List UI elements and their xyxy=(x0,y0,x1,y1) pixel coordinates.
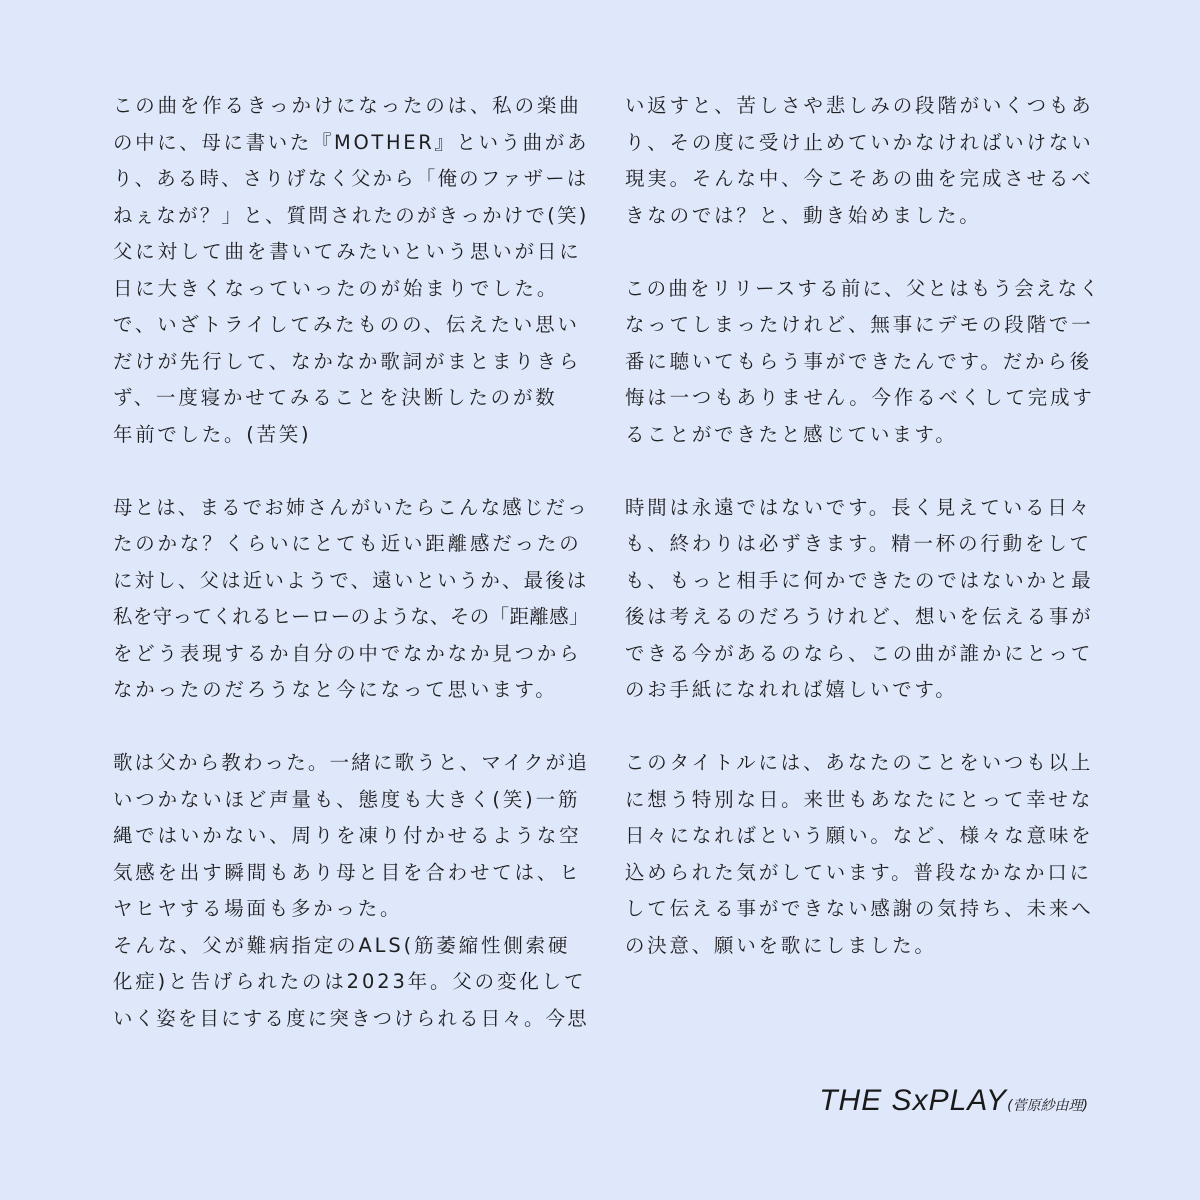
text-line: 現実。そんな中、今こそあの曲を完成させるべ xyxy=(625,167,1094,190)
paragraph-spacer xyxy=(625,709,1105,746)
text-line: も、もっと相手に何かできたのではないかと最 xyxy=(625,568,1094,592)
text-line: い返すと、苦しさや悲しみの段階がいくつもあ xyxy=(625,94,1094,117)
paragraph-spacer xyxy=(625,453,1105,490)
text-line: 私を守ってくれるヒーローのような、その「距離感」 xyxy=(113,605,589,628)
text-line: に想う特別な日。来世もあなたにとって幸せな xyxy=(625,787,1094,811)
text-line: なかったのだろうなと今になって思います。 xyxy=(113,678,558,701)
text-line: 日に大きくなっていったのが始まりでした。 xyxy=(113,276,560,300)
text-line: 歌は父から教わった。一緒に歌うと、マイクが追 xyxy=(113,751,589,774)
text-line: このタイトルには、あなたのことをいつも以上 xyxy=(625,751,1094,774)
text-line: して伝える事ができない感謝の気持ち、未来へ xyxy=(625,897,1094,920)
signature-name: THE SxPLAY xyxy=(819,1084,1008,1117)
text-line: り、その度に受け止めていかなければいけない xyxy=(625,130,1094,154)
text-line: 後は考えるのだろうけれど、想いを伝える事が xyxy=(625,605,1094,628)
text-line: 父に対して曲を書いてみたいという思いが日に xyxy=(113,240,582,263)
text-line: も、終わりは必ずきます。精一杯の行動をして xyxy=(625,532,1092,555)
text-line: ねぇなが？」と、質問されたのがきっかけで(笑) xyxy=(113,203,589,227)
right-text-column xyxy=(625,88,1105,964)
text-line: できる今があるのなら、この曲が誰かにとって xyxy=(625,641,1094,665)
text-line: ヤヒヤする場面も多かった。 xyxy=(113,897,403,920)
text-line: たのかな？くらいにとても近い距離感だったの xyxy=(113,532,582,555)
text-line: いく姿を目にする度に突きつけられる日々。今思 xyxy=(113,1006,589,1030)
text-line: をどう表現するか自分の中でなかなか見つから xyxy=(113,641,582,665)
text-line: り、ある時、さりげなく父から「俺のファザーは xyxy=(113,167,589,190)
text-line: 縄ではいかない、周りを凍り付かせるような空 xyxy=(113,824,582,847)
text-line: いつかないほど声量も、態度も大きく(笑)一筋 xyxy=(113,787,581,811)
text-line: 母とは、まるでお姉さんがいたらこんな感じだっ xyxy=(113,495,589,519)
text-line: ず、一度寝かせてみることを決断したのが数 xyxy=(113,386,558,409)
text-line: だけが先行して、なかなか歌詞がまとまりきら xyxy=(113,349,582,373)
paragraph-spacer xyxy=(113,453,593,490)
text-line: この曲をリリースする前に、父とはもう会えなく xyxy=(625,276,1101,300)
left-text-column xyxy=(113,88,593,1037)
text-line: 気感を出す瞬間もあり母と目を合わせては、ヒ xyxy=(113,860,582,884)
text-line: 化症)と告げられたのは2023年。父の変化して xyxy=(113,970,587,993)
text-line: の決意、願いを歌にしました。 xyxy=(625,933,937,957)
text-line: ることができたと感じています。 xyxy=(625,422,958,446)
text-line: 悔は一つもありません。今作るべくして完成す xyxy=(625,386,1095,409)
paragraph-spacer xyxy=(113,709,593,746)
text-line: この曲を作るきっかけになったのは、私の楽曲 xyxy=(113,94,582,117)
text-line: に対し、父は近いようで、遠いというか、最後は xyxy=(113,568,589,592)
text-line: なってしまったけれど、無事にデモの段階で一 xyxy=(625,313,1094,336)
text-line: 番に聴いてもらう事ができたんです。だから後 xyxy=(625,349,1092,373)
signature xyxy=(819,1084,1088,1118)
text-line: の中に、母に書いた『MOTHER』という曲があ xyxy=(113,130,590,154)
text-line: 込められた気がしています。普段なかなか口に xyxy=(625,860,1092,884)
text-line: きなのでは？と、動き始めました。 xyxy=(625,203,982,227)
text-line: のお手紙になれれば嬉しいです。 xyxy=(625,678,958,701)
text-line: 時間は永遠ではないです。長く見えている日々 xyxy=(625,495,1092,519)
text-line: 日々になればという願い。など、様々な意味を xyxy=(625,824,1094,847)
paragraph-spacer xyxy=(625,234,1105,271)
signature-sub: (菅原紗由理) xyxy=(1007,1098,1088,1114)
text-line: で、いざトライしてみたものの、伝えたい思い xyxy=(113,313,580,336)
text-line: そんな、父が難病指定のALS(筋萎縮性側索硬 xyxy=(113,933,571,957)
text-line: 年前でした。(苦笑) xyxy=(113,422,312,446)
